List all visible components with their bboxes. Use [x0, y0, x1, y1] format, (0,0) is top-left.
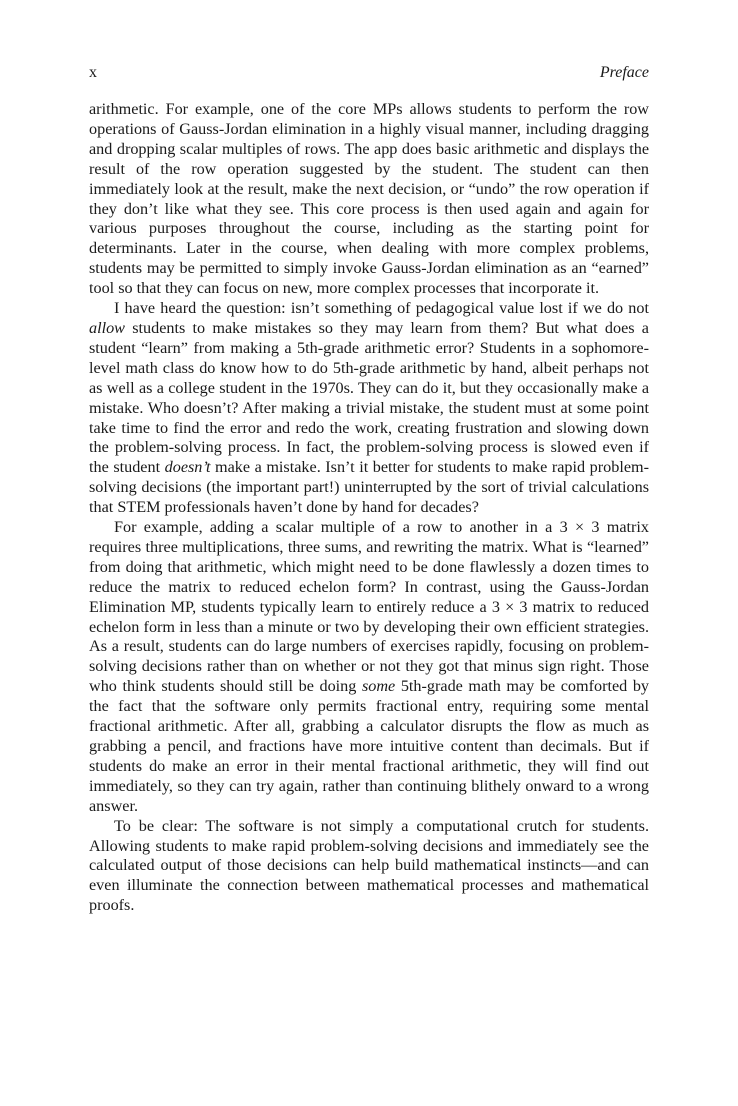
page-number: x [89, 64, 97, 81]
text-run: students to make mistakes so they may learn from them? But what does a student “learn” from making a 5th-grade arithmetic error? Students in a sophomore-level math class do know how to do 5th-grade arithmetic by hand, albeit perhaps not as well as a college student in the 1970s. They can do it, but they occasionally make a mistake. Who doesn’t? After making a trivial mistake, the student must at some point take time to find the error and redo the work, creating frustration and slowing down the problem-solving process. In fact, the problem-solving process is slowed even if the student [89, 318, 649, 477]
emphasis: doesn’t [164, 458, 211, 477]
page-header [89, 64, 649, 86]
emphasis: allow [89, 318, 125, 337]
running-head: Preface [599, 64, 649, 81]
paragraph [89, 817, 649, 917]
text-run: arithmetic. For example, one of the core MPs allows students to perform the row operations of Gauss-Jordan elimination in a highly visual manner, including dragging and dropping scalar multiples of rows. The app does basic arithmetic and displays the result of the row operation suggested by the student. The student can then immediately look at the result, make the next decision, or “undo” the row operation if they don’t like what they see. This core process is then used again and again for various purposes throughout the course, including as the starting point for determinants. Later in the course, when dealing with more complex problems, students may be permitted to simply invoke Gauss-Jordan elimination as an “earned” tool so that they can focus on new, more complex processes that incorporate it. [89, 100, 649, 298]
paragraph [89, 299, 649, 518]
emphasis: some [361, 677, 396, 696]
book-page [89, 0, 649, 1106]
paragraph [89, 518, 649, 817]
text-run: make a mistake. Isn’t it better for students to make rapid problem-solving decisions (the important part!) uninterrupted by the sort of trivial calculations that STEM professionals haven’t done by hand for decades? [89, 458, 649, 517]
text-run: 5th-grade math may be comforted by the fact that the software only permits fractional entry, requiring some mental fractional arithmetic. After all, grabbing a calculator disrupts the flow as much as grabbing a pencil, and fractions have more intuitive content than decimals. But if students do make an error in their mental fractional arithmetic, they will find out immediately, so they can try again, rather than continuing blithely onward to a wrong answer. [89, 677, 650, 815]
paragraph [89, 100, 649, 299]
text-run: For example, adding a scalar multiple of a row to another in a 3 × 3 matrix requires three multiplications, three sums, and rewriting the matrix. What is “learned” from doing that arithmetic, which might need to be done flawlessly a dozen times to reduce the matrix to reduced echelon form? In contrast, using the Gauss-Jordan Elimination MP, students typically learn to entirely reduce a 3 × 3 matrix to reduced echelon form in less than a minute or two by developing their own efficient strategies. As a result, students can do large numbers of exercises rapidly, focusing on problem-solving decisions rather than on whether or not they got that minus sign right. Those who think students should still be doing [89, 518, 649, 696]
text-run: I have heard the question: isn’t something of pedagogical value lost if we do not [114, 299, 649, 318]
body-text [89, 100, 649, 916]
text-run: To be clear: The software is not simply a computational crutch for students. Allowing students to make rapid problem-solving decisions and immediately see the calculated output of those decisions can help build mathematical instincts—and can even illuminate the connection between mathematical processes and mathematical proofs. [89, 816, 649, 915]
